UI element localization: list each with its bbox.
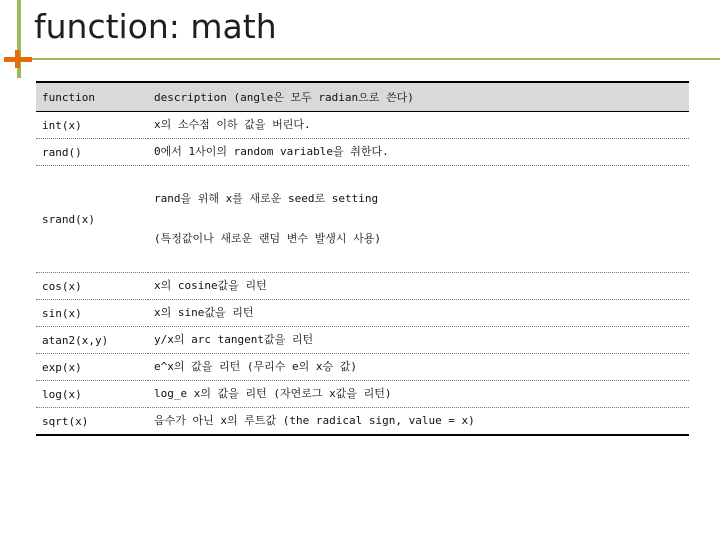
table-header-row — [36, 82, 689, 112]
table-row — [36, 408, 689, 436]
description-line: rand을 위해 x를 새로운 seed로 setting — [154, 192, 379, 205]
description-cell — [148, 273, 689, 300]
description-line: x의 cosine값을 리턴 — [154, 279, 267, 292]
description-line: x의 sine값을 리턴 — [154, 306, 254, 319]
description-cell — [148, 139, 689, 166]
description-line: e^x의 값을 리턴 (무리수 e의 x승 값) — [154, 360, 357, 373]
description-cell — [148, 408, 689, 436]
table-row — [36, 273, 689, 300]
table-row — [36, 166, 689, 273]
description-cell — [148, 381, 689, 408]
slide-title: function: math — [34, 7, 277, 46]
function-cell: srand(x) — [36, 166, 148, 273]
description-line: y/x의 arc tangent값을 리턴 — [154, 333, 314, 346]
description-line: 음수가 아닌 x의 루트값 (the radical sign, value = x) — [154, 414, 475, 427]
function-cell: cos(x) — [36, 273, 148, 300]
function-cell: exp(x) — [36, 354, 148, 381]
function-cell: rand() — [36, 139, 148, 166]
description-line: (특정값이나 새로운 랜덤 변수 발생시 사용) — [154, 232, 381, 245]
table-row — [36, 327, 689, 354]
function-cell: sqrt(x) — [36, 408, 148, 436]
column-header-function: function — [36, 82, 148, 112]
description-cell — [148, 300, 689, 327]
description-line: x의 소수점 이하 값을 버린다. — [154, 118, 311, 131]
description-line: 0에서 1사이의 random variable을 취한다. — [154, 145, 389, 158]
table-row — [36, 381, 689, 408]
function-cell: log(x) — [36, 381, 148, 408]
description-line: log_e x의 값을 리턴 (자연로그 x값을 리턴) — [154, 387, 392, 400]
decorative-cross-icon — [4, 50, 34, 68]
decorative-horizontal-line — [4, 58, 720, 60]
description-cell — [148, 354, 689, 381]
math-function-table — [36, 81, 689, 436]
column-header-description: description (angle은 모두 radian으로 쓴다) — [148, 82, 689, 112]
description-cell — [148, 112, 689, 139]
table-row — [36, 139, 689, 166]
description-cell — [148, 166, 689, 273]
function-cell: int(x) — [36, 112, 148, 139]
table-row — [36, 112, 689, 139]
table-row — [36, 354, 689, 381]
function-cell: sin(x) — [36, 300, 148, 327]
table-row — [36, 300, 689, 327]
description-cell — [148, 327, 689, 354]
function-cell: atan2(x,y) — [36, 327, 148, 354]
